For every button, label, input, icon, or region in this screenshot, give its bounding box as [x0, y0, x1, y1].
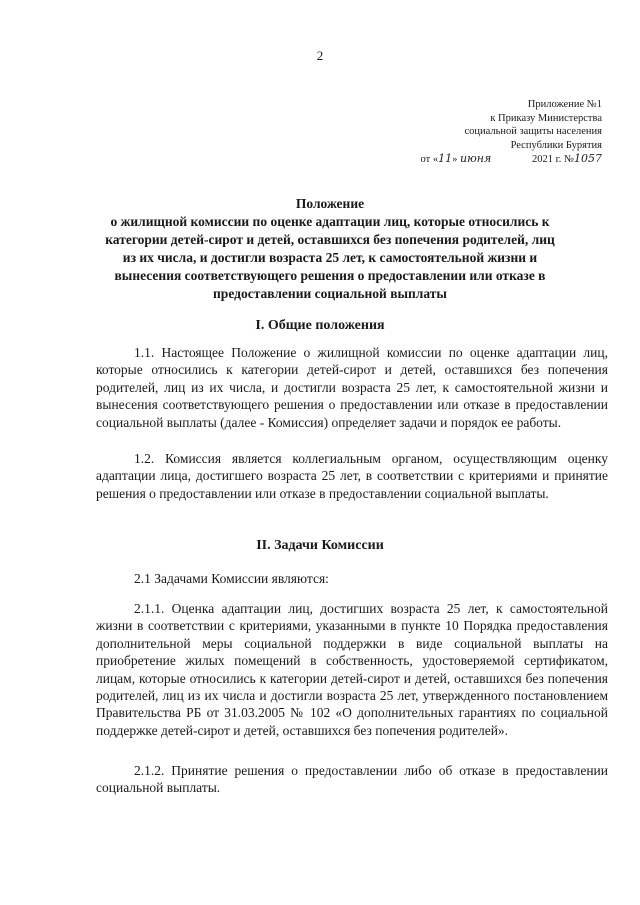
section-2-paragraph-3: 2.1.2. Принятие решения о предоставлении либо об отказе в предоставлении социальной выплаты.	[96, 763, 608, 796]
appendix-date-line	[421, 152, 602, 167]
appendix-line-1: Приложение №1	[527, 99, 602, 110]
date-year: 2021 г. №	[531, 154, 574, 165]
section-2-heading: II. Задачи Комиссии	[256, 538, 384, 553]
title-heading: Положение	[295, 196, 365, 211]
section-2-paragraph-2: 2.1.1. Оценка адаптации лиц, достигших возраста 25 лет, к самостоятельной жизни в соответствии с критериями, указанными в пункте 10 Порядка предоставления дополнительной меры социальной поддержки в виде социальной выплаты на приобретение жилых помещений в собственность, удостоверяемой сертификатом, лицам, которые относились к категории детей-сирот и детей, оставшихся без попечения родителей, лиц из их числа и достигли возраста 25 лет, утвержденного постановлением Правительства РБ от 31.03.2005 № 102 «О дополнительных гарантиях по социальной поддержке детей-сирот и детей, оставшихся без попечения родителей».	[96, 601, 608, 738]
date-prefix: от «	[420, 154, 439, 165]
document-title	[100, 195, 560, 303]
date-day: 11	[438, 152, 453, 165]
date-mid: »	[452, 154, 460, 165]
section-1-paragraph-1: 1.1. Настоящее Положение о жилищной комиссии по оценке адаптации лиц, которые относились к категории детей-сирот и детей, оставшихся без попечения родителей, лиц из их числа, и достигли возраста 25 лет, к самостоятельной жизни и вынесения соответствующего решения о предоставлении или отказе в предоставлении социальной выплаты (далее - Комиссия) определяет задачи и порядок ее работы.	[96, 345, 608, 430]
appendix-line-2: к Приказу Министерства	[490, 112, 602, 124]
order-number: 1057	[574, 152, 602, 165]
section-1-heading: I. Общие положения	[255, 318, 385, 333]
title-text: о жилищной комиссии по оценке адаптации лиц, которые относились к категории детей-сирот и детей, оставшихся без попечения родителей, лиц из их числа, и достигли возраста 25 лет, к самостоятельной жизни и вынесения соответствующего решения о предоставлении или отказе в предоставлении социальной выплаты	[105, 214, 555, 301]
date-month: июня	[459, 152, 492, 165]
appendix-line-4: Республики Бурятия	[510, 139, 602, 151]
section-1-paragraph-2: 1.2. Комиссия является коллегиальным органом, осуществляющим оценку адаптации лица, достигшего возраста 25 лет, в соответствии с критериями и принятие решения о предоставлении или отказе в предоставлении социальной выплаты.	[96, 451, 608, 501]
appendix-line-3: социальной защиты населения	[464, 126, 602, 137]
appendix-block	[421, 98, 602, 167]
page-number: 2	[316, 48, 324, 63]
section-2-paragraph-1: 2.1 Задачами Комиссии являются:	[134, 571, 329, 586]
